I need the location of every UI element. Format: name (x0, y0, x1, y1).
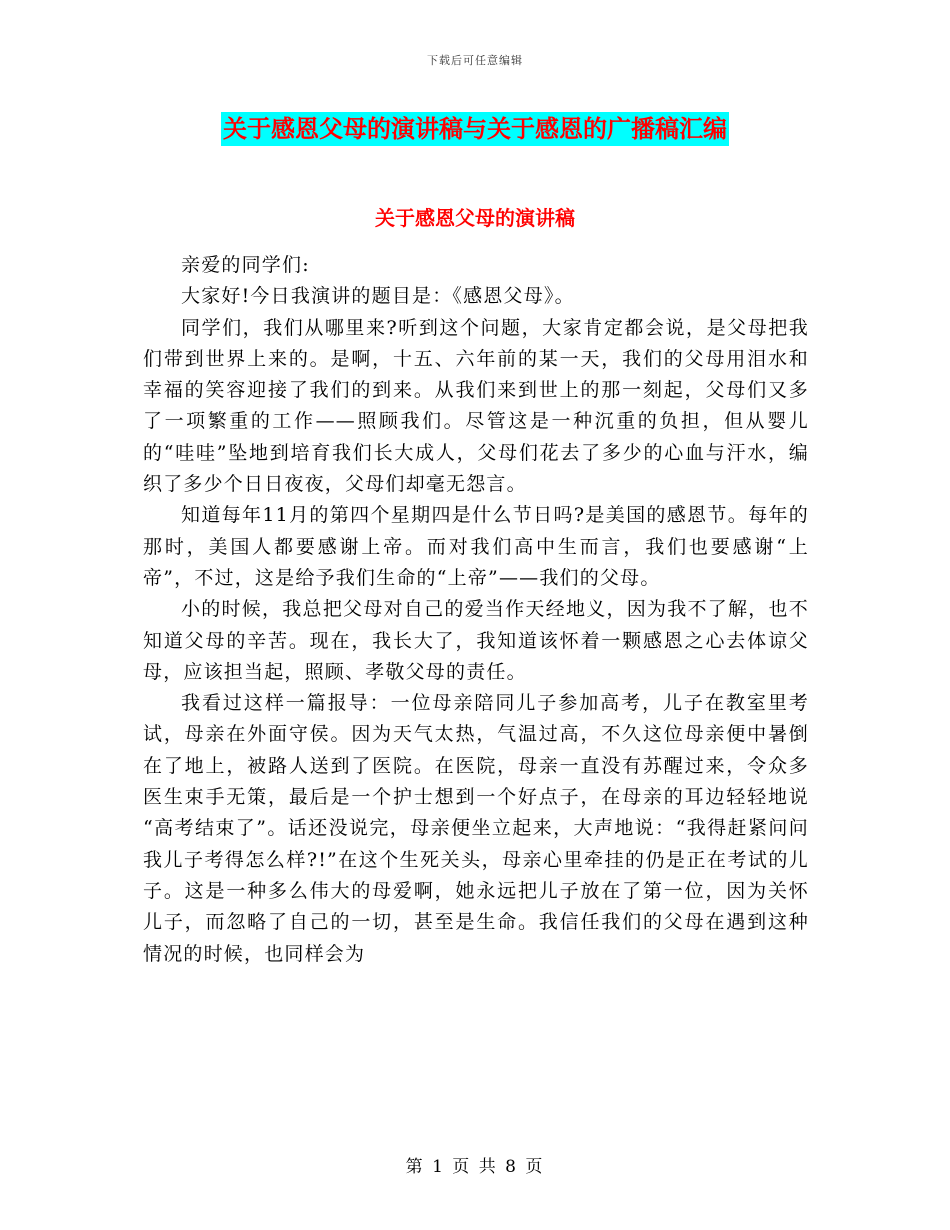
paragraph-greeting: 亲爱的同学们: (181, 254, 310, 276)
paragraph: 知道每年11月的第四个星期四是什么节日吗?是美国的感恩节。每年的那时，美国人都要感谢上帝。而对我们高中生而言，我们也要感谢“上帝”，不过，这是给予我们生命的“上帝”——我们的父母。 (143, 504, 809, 589)
body-text (143, 250, 809, 970)
paragraph: 同学们，我们从哪里来?听到这个问题，大家肯定都会说，是父母把我们带到世界上来的。是啊，十五、六年前的某一天，我们的父母用泪水和幸福的笑容迎接了我们的到来。从我们来到世上的那一刻起，父母们又多了一项繁重的工作——照顾我们。尽管这是一种沉重的负担，但从婴儿的“哇哇”坠地到培育我们长大成人，父母们花去了多少的心血与汗水，编织了多少个日日夜夜，父母们却毫无怨言。 (143, 316, 809, 496)
section-title: 关于感恩父母的演讲稿 (375, 206, 575, 230)
paragraph: 我看过这样一篇报导：一位母亲陪同儿子参加高考，儿子在教室里考试，母亲在外面守侯。因为天气太热，气温过高，不久这位母亲便中暑倒在了地上，被路人送到了医院。在医院，母亲一直没有苏醒过来，令众多医生束手无策，最后是一个护士想到一个好点子，在母亲的耳边轻轻地说 “高考结束了”。话还没说完，母亲便坐立起来，大声地说：“我得赶紧问问我儿子考得怎么样?!”在这个生死关头，母亲心里牵挂的仍是正在考试的儿子。这是一种多么伟大的母爱啊，她永远把儿子放在了第一位，因为关怀儿子，而忽略了自己的一切，甚至是生命。我信任我们的父母在遇到这种情况的时候，也同样会为 (143, 692, 809, 965)
page-number-footer: 第 1 页 共 8 页 (405, 1157, 545, 1177)
main-title: 关于感恩父母的演讲稿与关于感恩的广播稿汇编 (221, 112, 729, 146)
paragraph: 小的时候，我总把父母对自己的爱当作天经地义，因为我不了解，也不知道父母的辛苦。现在，我长大了，我知道该怀着一颗感恩之心去体谅父母，应该担当起，照顾、孝敬父母的责任。 (143, 598, 809, 683)
header-note: 下载后可任意编辑 (427, 54, 523, 67)
main-title-container (0, 112, 950, 146)
paragraph-intro: 大家好!今日我演讲的题目是：《感恩父母》。 (181, 285, 575, 308)
